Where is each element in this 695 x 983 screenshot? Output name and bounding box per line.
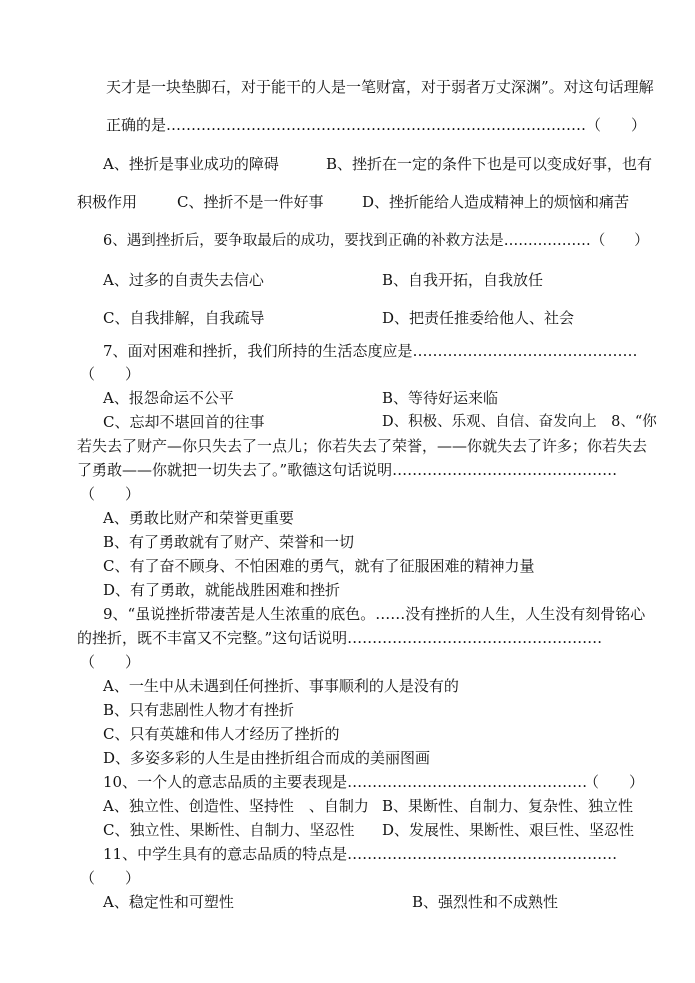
option-b: B、自我开拓，自我放任: [382, 271, 544, 289]
option-b: B、强烈性和不成熟性: [412, 893, 559, 911]
question-9: 的挫折，既不丰富又不完整。”这句话说明……………………………………………: [77, 629, 603, 647]
option-b: B、果断性、自制力、复杂性、独立性: [382, 797, 634, 815]
option-d: D、发展性、果断性、艰巨性、坚忍性: [382, 821, 635, 839]
option-d: D、挫折能给人造成精神上的烦恼和痛苦: [362, 193, 630, 211]
option-a: A、稳定性和可塑性: [103, 893, 234, 911]
text-line: 积极作用: [77, 193, 138, 211]
option-b: B、有了勇敢就有了财产、荣誉和一切: [103, 533, 355, 551]
question-10: 10、一个人的意志品质的主要表现是…………………………………………: [103, 773, 588, 791]
option-d: D、有了勇敢，就能战胜困难和挫折: [103, 581, 341, 599]
option-a: A、独立性、创造性、坚持性 、自制力: [103, 797, 369, 815]
option-b: B、只有悲剧性人物才有挫折: [103, 701, 295, 719]
answer-paren: （ ）: [80, 869, 141, 887]
answer-paren: （ ）: [80, 653, 141, 671]
option-c: C、只有英雄和伟人才经历了挫折的: [103, 725, 340, 743]
question-9: 9、“虽说挫折带凄苦是人生浓重的底色。……没有挫折的人生，人生没有刻骨铭心: [103, 605, 646, 623]
option-c: C、自我排解，自我疏导: [103, 309, 265, 327]
option-c: C、忘却不堪回首的往事: [103, 413, 265, 431]
option-b: B、挫折在一定的条件下也是可以变成好事，也有: [326, 155, 653, 173]
question-11: 11、中学生具有的意志品质的特点是………………………………………………: [103, 845, 618, 863]
question-7: 7、面对困难和挫折，我们所持的生活态度应是………………………………………: [103, 342, 638, 360]
text-line: 正确的是…………………………………………………………………………（ ）: [106, 116, 647, 134]
option-c: C、有了奋不顾身、不怕困难的勇气，就有了征服困难的精神力量: [103, 557, 535, 575]
option-a: A、挫折是事业成功的障碍: [103, 155, 279, 173]
option-a: A、报怨命运不公平: [103, 389, 234, 407]
option-a: A、勇敢比财产和荣誉更重要: [103, 509, 294, 527]
option-d: D、积极、乐观、自信、奋发向上 8、“你: [382, 414, 657, 430]
option-d: D、把责任推委给他人、社会: [382, 309, 575, 327]
question-6: 6、遇到挫折后，要争取最后的成功，要找到正确的补救方法是………………（ ）: [103, 233, 649, 249]
answer-paren: （ ）: [80, 365, 141, 383]
answer-paren: （ ）: [584, 773, 645, 791]
option-c: C、挫折不是一件好事: [177, 193, 324, 211]
answer-paren: （ ）: [80, 485, 141, 503]
option-a: A、一生中从未遇到任何挫折、事事顺利的人是没有的: [103, 677, 459, 695]
option-d: D、多姿多彩的人生是由挫折组合而成的美丽图画: [103, 749, 431, 767]
option-c: C、独立性、果断性、自制力、坚忍性: [103, 821, 355, 839]
question-8: 若失去了财产—你只失去了一点儿；你若失去了荣誉，——你就失去了许多；你若失去: [77, 437, 648, 455]
option-b: B、等待好运来临: [382, 389, 499, 407]
option-a: A、过多的自责失去信心: [103, 271, 264, 289]
text-line: 天才是一块垫脚石，对于能干的人是一笔财富，对于弱者万丈深渊”。对这句话理解: [106, 78, 654, 96]
question-8: 了勇敢——你就把一切失去了。”歌德这句话说明………………………………………: [77, 461, 618, 479]
